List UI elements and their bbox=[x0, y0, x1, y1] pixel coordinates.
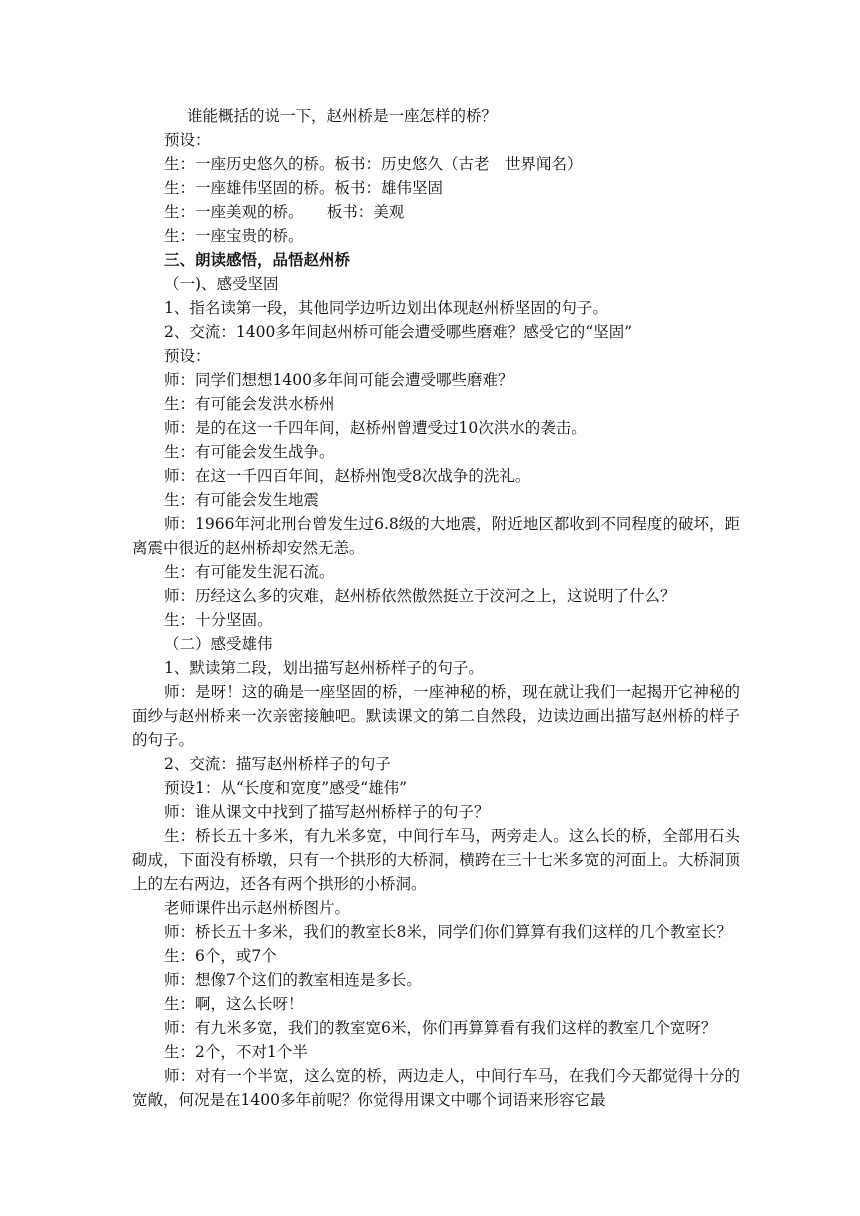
paragraph: （一)、感受坚固 bbox=[164, 275, 279, 293]
paragraph: 1、指名读第一段，其他同学边听边划出体现赵州桥坚固的句子。 bbox=[164, 299, 608, 317]
paragraph: 2、交流：1400多年间赵州桥可能会遭受哪些磨难？感受它的“坚固” bbox=[164, 323, 633, 341]
paragraph: 师：谁从课文中找到了描写赵州桥样子的句子？ bbox=[164, 803, 490, 821]
paragraph: 生：十分坚固。 bbox=[164, 611, 273, 629]
paragraph: 生：一座历史悠久的桥。板书：历史悠久（古老 世界闻名） bbox=[164, 155, 583, 173]
paragraph: 2、交流：描写赵州桥样子的句子 bbox=[164, 755, 391, 773]
paragraph: 预设1：从“长度和宽度”感受“雄伟” bbox=[164, 779, 408, 797]
paragraph: 生：一座雄伟坚固的桥。板书：雄伟坚固 bbox=[164, 179, 444, 197]
document-body bbox=[132, 104, 740, 1112]
paragraph: 生：有可能发生泥石流。 bbox=[164, 563, 335, 581]
paragraph: 生：一座美观的桥。 板书：美观 bbox=[164, 203, 405, 221]
paragraph: 师：对有一个半宽，这么宽的桥，两边走人，中间行车马，在我们今天都觉得十分的宽敞，何况是在1400多年前呢？你觉得用课文中哪个词语来形容它最 bbox=[132, 1067, 740, 1109]
paragraph: 师：历经这么多的灾难，赵州桥依然傲然挺立于洨河之上，这说明了什么？ bbox=[164, 587, 676, 605]
paragraph: 预设： bbox=[164, 131, 211, 149]
paragraph: 生：有可能会发生地震 bbox=[164, 491, 320, 509]
paragraph: 师：1966年河北刑台曾发生过6.8级的大地震，附近地区都收到不同程度的破坏，距离震中很近的赵州桥却安然无恙。 bbox=[132, 515, 740, 557]
paragraph: 师：桥长五十多米，我们的教室长8米，同学们你们算算有我们这样的几个教室长？ bbox=[164, 923, 732, 941]
paragraph: 师：同学们想想1400多年间可能会遭受哪些磨难？ bbox=[164, 371, 514, 389]
paragraph: 生：一座宝贵的桥。 bbox=[164, 227, 304, 245]
paragraph: 预设： bbox=[164, 347, 211, 365]
paragraph: 师：有九米多宽，我们的教室宽6米，你们再算算看有我们这样的教室几个宽呀？ bbox=[164, 1019, 717, 1037]
paragraph: 1、默读第二段，划出描写赵州桥样子的句子。 bbox=[164, 659, 484, 677]
paragraph: 师：在这一千四百年间，赵桥州饱受8次战争的洗礼。 bbox=[164, 467, 531, 485]
section-heading: 三、朗读感悟，品悟赵州桥 bbox=[164, 250, 351, 269]
paragraph: 老师课件出示赵州桥图片。 bbox=[164, 899, 351, 917]
paragraph: 生：啊，这么长呀！ bbox=[164, 995, 304, 1013]
paragraph: 生：有可能会发洪水桥州 bbox=[164, 395, 335, 413]
paragraph: 谁能概括的说一下，赵州桥是一座怎样的桥？ bbox=[187, 107, 498, 125]
paragraph: 生：2个，不对1个半 bbox=[164, 1043, 308, 1061]
paragraph: （二）感受雄伟 bbox=[164, 635, 273, 653]
paragraph: 生：6个，或7个 bbox=[164, 947, 277, 965]
paragraph: 生：桥长五十多米，有九米多宽，中间行车马，两旁走人。这么长的桥，全部用石头砌成，下面没有桥墩，只有一个拱形的大桥洞，横跨在三十七米多宽的河面上。大桥洞顶上的左右两边，还各有两个拱形的小桥洞。 bbox=[132, 827, 740, 893]
paragraph: 师：想像7个这们的教室相连是多长。 bbox=[164, 971, 422, 989]
paragraph: 生：有可能会发生战争。 bbox=[164, 443, 335, 461]
paragraph: 师：是呀！这的确是一座坚固的桥，一座神秘的桥，现在就让我们一起揭开它神秘的面纱与赵州桥来一次亲密接触吧。默读课文的第二自然段，边读边画出描写赵州桥的样子的句子。 bbox=[132, 683, 740, 749]
paragraph: 师：是的在这一千四年间，赵桥州曾遭受过10次洪水的袭击。 bbox=[164, 419, 587, 437]
